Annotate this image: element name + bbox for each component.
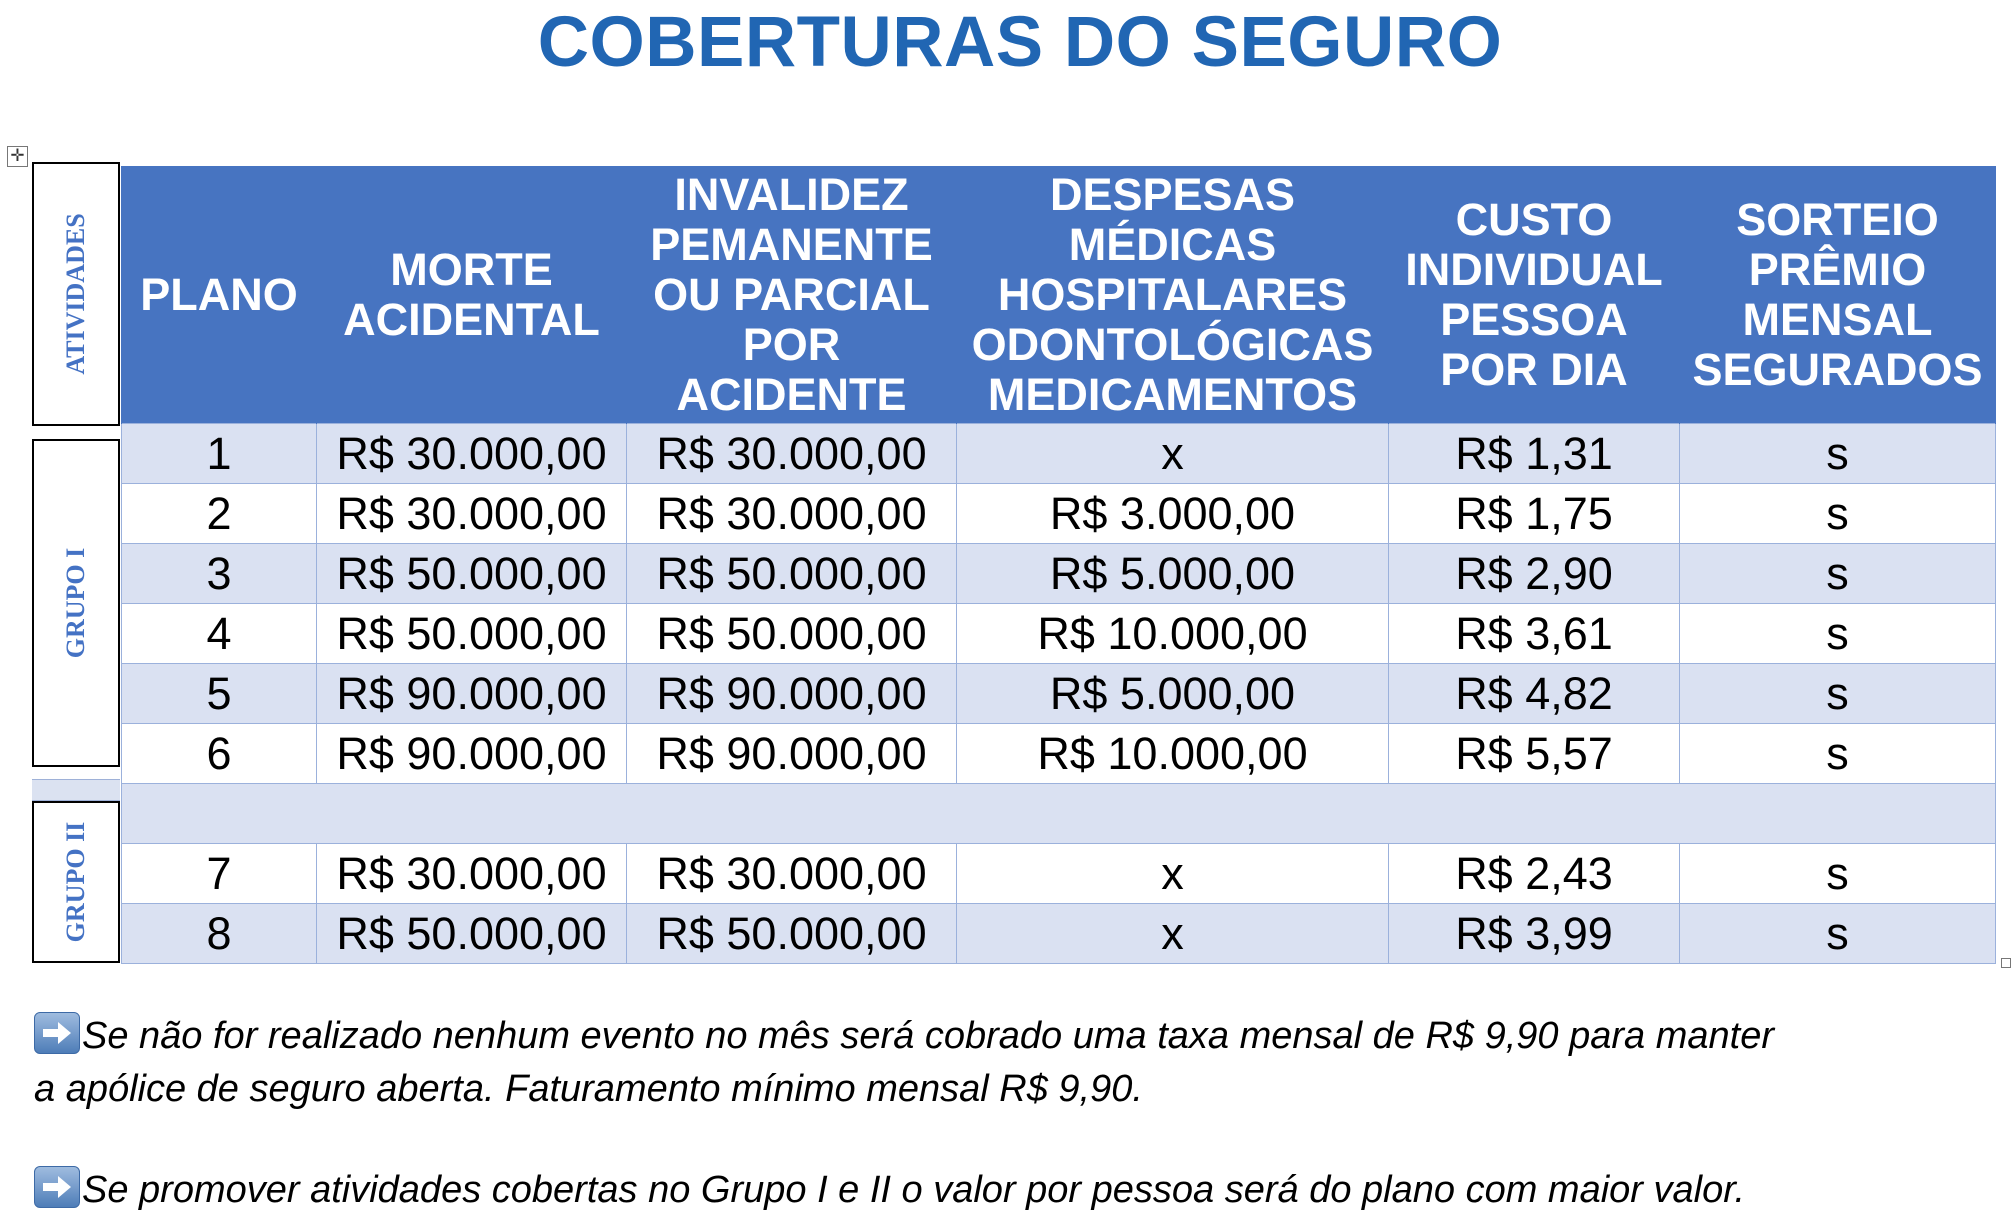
cell-plano: 7 xyxy=(122,844,317,904)
side-label-grupo-ii xyxy=(32,801,120,963)
side-spacer-strip xyxy=(32,779,120,801)
cell-morte: R$ 30.000,00 xyxy=(317,424,627,484)
cell-sorteio: s xyxy=(1680,664,1996,724)
side-label-atividades-text: ATIVIDADES xyxy=(61,213,90,375)
cell-sorteio: s xyxy=(1680,844,1996,904)
cell-plano: 8 xyxy=(122,904,317,964)
cell-despesas: x xyxy=(957,424,1389,484)
header-morte-acidental xyxy=(317,166,627,424)
cell-plano: 4 xyxy=(122,604,317,664)
cell-custo: R$ 2,90 xyxy=(1389,544,1680,604)
header-line: MENSAL xyxy=(1742,293,1933,345)
side-label-grupo-ii-text: GRUPO II xyxy=(61,821,90,943)
cell-plano: 2 xyxy=(122,484,317,544)
header-line: INVALIDEZ xyxy=(674,168,909,220)
cell-custo: R$ 1,75 xyxy=(1389,484,1680,544)
table-row xyxy=(122,604,1996,664)
cell-invalidez: R$ 50.000,00 xyxy=(627,604,957,664)
table-row xyxy=(122,424,1996,484)
cell-sorteio: s xyxy=(1680,484,1996,544)
spacer-cell xyxy=(122,784,1996,844)
cell-morte: R$ 90.000,00 xyxy=(317,724,627,784)
header-line: SEGURADOS xyxy=(1692,343,1983,395)
header-line: DESPESAS xyxy=(1049,168,1296,220)
cell-morte: R$ 50.000,00 xyxy=(317,904,627,964)
cell-despesas: R$ 5.000,00 xyxy=(957,544,1389,604)
cell-sorteio: s xyxy=(1680,544,1996,604)
cell-invalidez: R$ 50.000,00 xyxy=(627,544,957,604)
cell-morte: R$ 50.000,00 xyxy=(317,604,627,664)
table-spacer-row xyxy=(122,784,1996,844)
cell-invalidez: R$ 90.000,00 xyxy=(627,724,957,784)
cell-custo: R$ 3,99 xyxy=(1389,904,1680,964)
cell-custo: R$ 3,61 xyxy=(1389,604,1680,664)
header-line: CUSTO xyxy=(1455,193,1613,245)
cell-morte: R$ 50.000,00 xyxy=(317,544,627,604)
header-line: MORTE xyxy=(390,243,553,295)
cell-sorteio: s xyxy=(1680,904,1996,964)
side-label-grupo-i-text: GRUPO I xyxy=(61,547,90,659)
cell-morte: R$ 30.000,00 xyxy=(317,484,627,544)
cell-despesas: R$ 10.000,00 xyxy=(957,724,1389,784)
cell-plano: 1 xyxy=(122,424,317,484)
move-handle-icon[interactable]: ✛ xyxy=(7,146,28,167)
table-row xyxy=(122,724,1996,784)
cell-despesas: x xyxy=(957,904,1389,964)
header-line: PESSOA xyxy=(1440,293,1628,345)
header-line: ACIDENTE xyxy=(676,368,907,420)
header-line: PRÊMIO xyxy=(1748,243,1927,295)
header-line: ACIDENTAL xyxy=(343,293,600,345)
cell-plano: 5 xyxy=(122,664,317,724)
header-custo xyxy=(1389,166,1680,424)
cell-custo: R$ 2,43 xyxy=(1389,844,1680,904)
table-row xyxy=(122,904,1996,964)
cell-custo: R$ 1,31 xyxy=(1389,424,1680,484)
cell-invalidez: R$ 50.000,00 xyxy=(627,904,957,964)
cell-morte: R$ 90.000,00 xyxy=(317,664,627,724)
cell-invalidez: R$ 90.000,00 xyxy=(627,664,957,724)
table-row xyxy=(122,664,1996,724)
cell-custo: R$ 5,57 xyxy=(1389,724,1680,784)
right-arrow-icon xyxy=(34,1012,80,1054)
header-line: HOSPITALARES xyxy=(997,268,1348,320)
right-arrow-icon xyxy=(34,1166,80,1208)
cell-despesas: R$ 10.000,00 xyxy=(957,604,1389,664)
header-line: OU PARCIAL xyxy=(653,268,930,320)
header-line: PEMANENTE xyxy=(650,218,933,270)
side-label-grupo-i xyxy=(32,439,120,767)
cell-sorteio: s xyxy=(1680,604,1996,664)
table-header-row xyxy=(122,166,1996,424)
cell-sorteio: s xyxy=(1680,424,1996,484)
cell-despesas: R$ 3.000,00 xyxy=(957,484,1389,544)
cell-plano: 6 xyxy=(122,724,317,784)
cell-invalidez: R$ 30.000,00 xyxy=(627,484,957,544)
page-title: COBERTURAS DO SEGURO xyxy=(537,3,1503,82)
note-group-rule xyxy=(34,1164,1994,1217)
header-line: POR DIA xyxy=(1440,343,1628,395)
header-line: MÉDICAS xyxy=(1068,218,1277,270)
header-despesas xyxy=(957,166,1389,424)
cell-despesas: R$ 5.000,00 xyxy=(957,664,1389,724)
side-label-atividades xyxy=(32,162,120,426)
resize-handle-icon[interactable] xyxy=(2001,958,2011,968)
note-line: a apólice de seguro aberta. Faturamento mínimo mensal R$ 9,90. xyxy=(34,1068,1143,1110)
header-invalidez xyxy=(627,166,957,424)
note-monthly-fee xyxy=(34,1010,1994,1116)
table-row xyxy=(122,844,1996,904)
cell-despesas: x xyxy=(957,844,1389,904)
header-line: SORTEIO xyxy=(1736,193,1939,245)
header-sorteio xyxy=(1680,166,1996,424)
cell-plano: 3 xyxy=(122,544,317,604)
cell-invalidez: R$ 30.000,00 xyxy=(627,844,957,904)
cell-morte: R$ 30.000,00 xyxy=(317,844,627,904)
header-line: PLANO xyxy=(140,268,298,320)
header-line: POR xyxy=(742,318,841,370)
header-line: MEDICAMENTOS xyxy=(987,368,1358,420)
cell-sorteio: s xyxy=(1680,724,1996,784)
header-line: ODONTOLÓGICAS xyxy=(971,318,1374,370)
cell-custo: R$ 4,82 xyxy=(1389,664,1680,724)
table-row xyxy=(122,544,1996,604)
cell-invalidez: R$ 30.000,00 xyxy=(627,424,957,484)
coverage-table xyxy=(121,166,1996,964)
note-line: Se promover atividades cobertas no Grupo I e II o valor por pessoa será do plano com maior valor. xyxy=(82,1169,1746,1211)
note-line: Se não for realizado nenhum evento no mês será cobrado uma taxa mensal de R$ 9,90 para manter xyxy=(82,1015,1775,1057)
table-row xyxy=(122,484,1996,544)
header-line: INDIVIDUAL xyxy=(1405,243,1663,295)
header-plano xyxy=(122,166,317,424)
